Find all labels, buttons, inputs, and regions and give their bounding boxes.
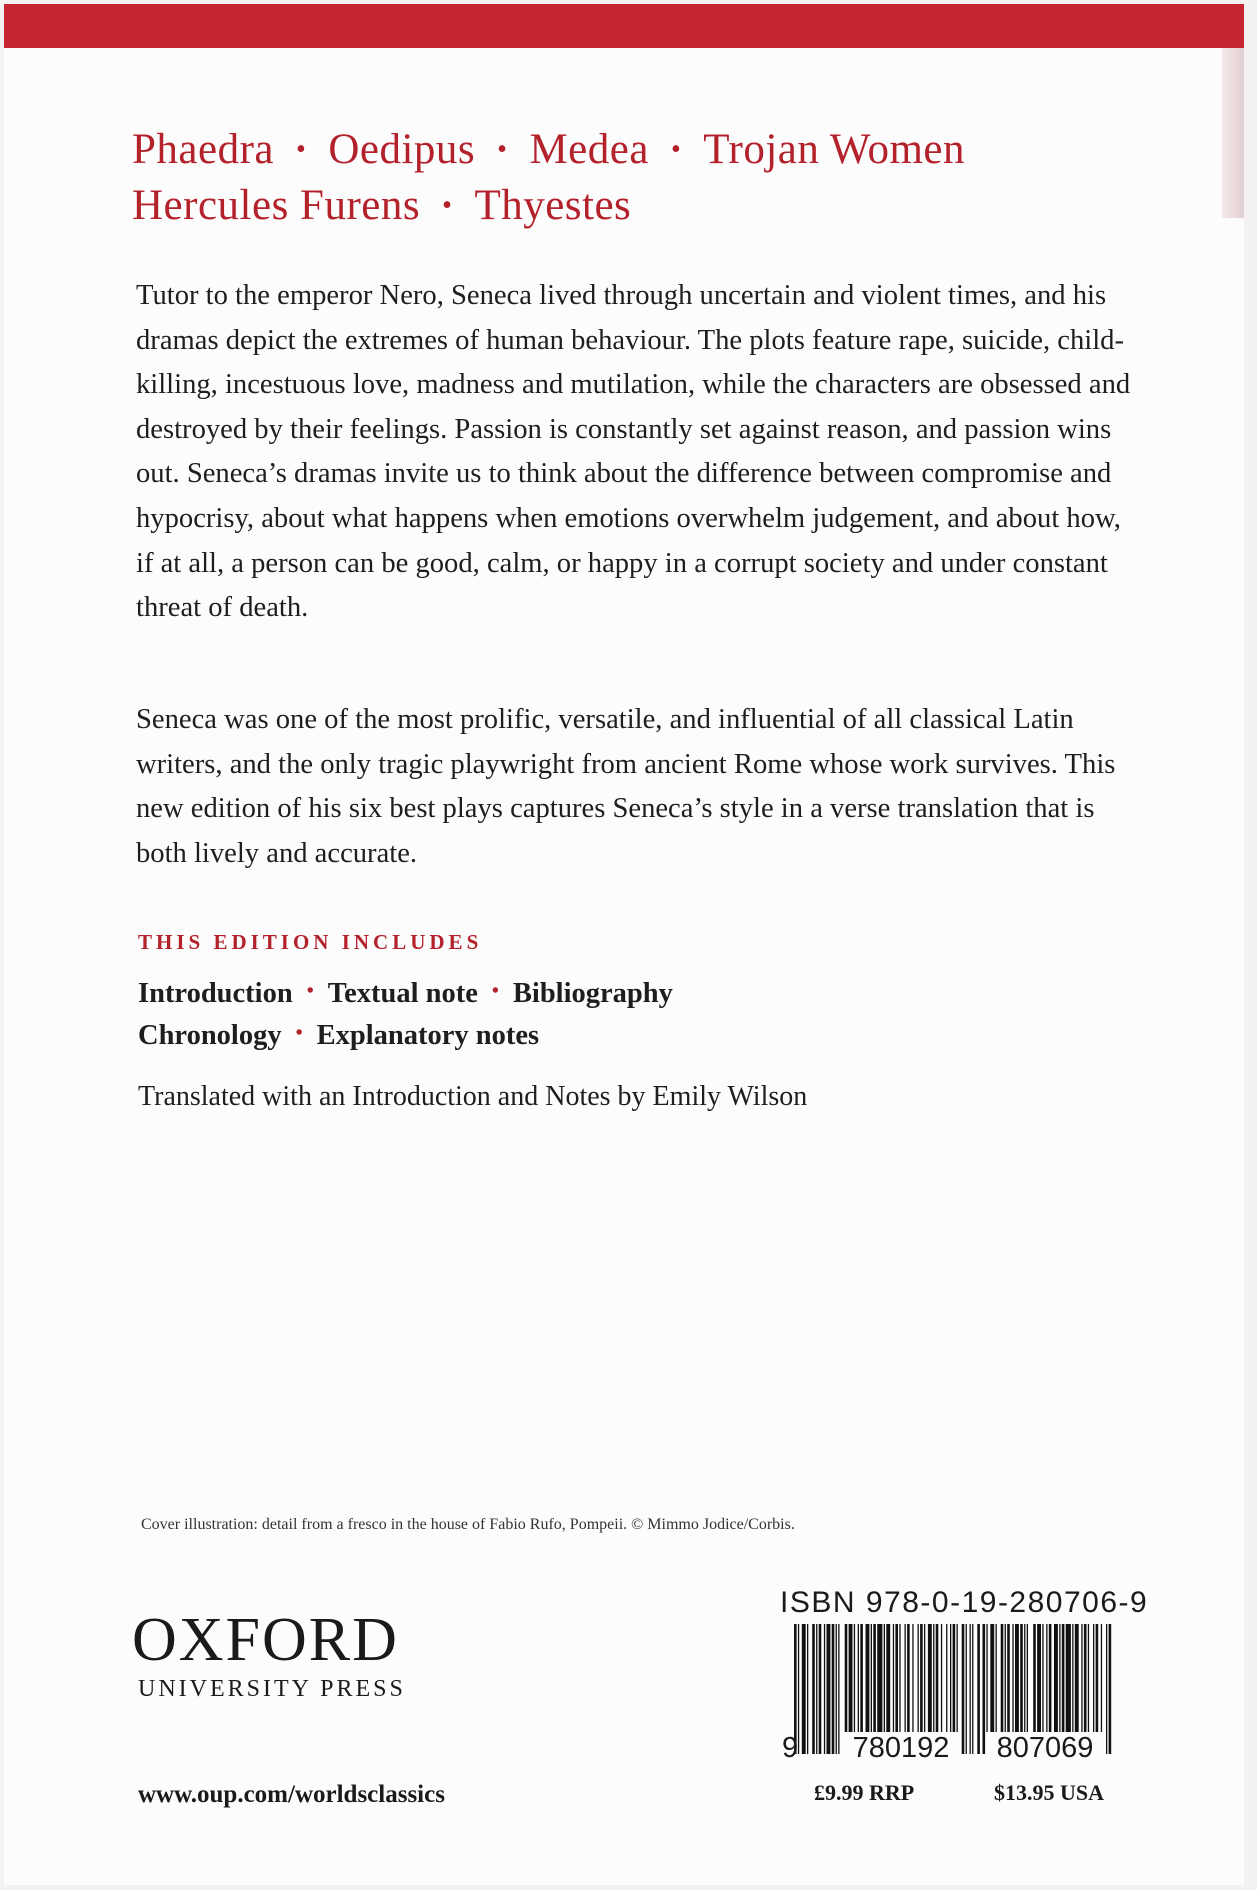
edition-separator: • [295, 1022, 303, 1045]
title-trojan-women: Trojan Women [703, 126, 966, 173]
cover-illustration-credit: Cover illustration: detail from a fresco in the house of Fabio Rufo, Pompeii. © Mimmo Jodice/Corbis. [141, 1516, 795, 1533]
title-separator: • [497, 134, 508, 166]
title-phaedra: Phaedra [132, 126, 274, 173]
price-us: $13.95 USA [994, 1780, 1105, 1805]
title-separator: • [670, 134, 682, 166]
title-thyestes: Thyestes [474, 182, 632, 229]
publisher-website: www.oup.com/worldsclassics [138, 1781, 445, 1808]
top-red-band [4, 4, 1244, 48]
title-separator: • [296, 134, 307, 166]
edition-includes-heading: THIS EDITION INCLUDES [138, 930, 483, 954]
barcode-lead-digit: 9 [782, 1732, 799, 1764]
edition-items-line-2 [138, 1022, 539, 1051]
title-hercules-furens: Hercules Furens [132, 182, 421, 229]
title-medea: Medea [529, 126, 649, 173]
university-press-label: UNIVERSITY PRESS [138, 1676, 406, 1702]
description-paragraph-1: Tutor to the emperor Nero, Seneca lived through uncertain and violent times, and his dramas depict the extremes of human behaviour. The plots feature rape, suicide, child-killing, incestuous love, madness and mutilation, while the characters are obsessed and destroyed by their feelings. Passion is constantly set against reason, and passion wins out. Seneca’s dramas invite us to think about the difference between compromise and hypocrisy, about what happens when emotions overwhelm judgement, and about how, if at all, a person can be good, calm, or happy in a corrupt society and under constant threat of death. [136, 280, 1131, 624]
edition-item-explanatory-notes: Explanatory notes [316, 1020, 540, 1051]
isbn-text: ISBN 978-0-19-280706-9 [780, 1586, 1149, 1619]
edition-item-bibliography: Bibliography [512, 978, 673, 1009]
titles-line-1 [132, 128, 965, 171]
edition-item-textual-note: Textual note [327, 978, 478, 1009]
barcode-digits-right: 807069 [986, 1732, 1104, 1765]
oxford-logo: OXFORD [132, 1606, 399, 1674]
titles-line-2 [132, 184, 631, 227]
translator-credit: Translated with an Introduction and Notes by Emily Wilson [138, 1081, 808, 1112]
back-cover [4, 4, 1244, 1885]
cover-edge [1222, 48, 1244, 218]
edition-separator: • [491, 980, 499, 1003]
title-oedipus: Oedipus [328, 126, 476, 173]
edition-item-introduction: Introduction [138, 978, 293, 1009]
price-uk: £9.99 RRP [814, 1780, 915, 1805]
edition-items-line-1 [138, 980, 673, 1009]
title-separator: • [442, 190, 453, 222]
description-paragraph-2: Seneca was one of the most prolific, versatile, and influential of all classical Latin writers, and the only tragic playwright from ancient Rome whose work survives. This new edition of his six best plays captures Seneca’s style in a verse translation that is both lively and accurate. [136, 704, 1116, 869]
edition-item-chronology: Chronology [138, 1020, 282, 1051]
barcode-digits-left: 780192 [842, 1732, 960, 1765]
edition-separator: • [306, 980, 314, 1003]
